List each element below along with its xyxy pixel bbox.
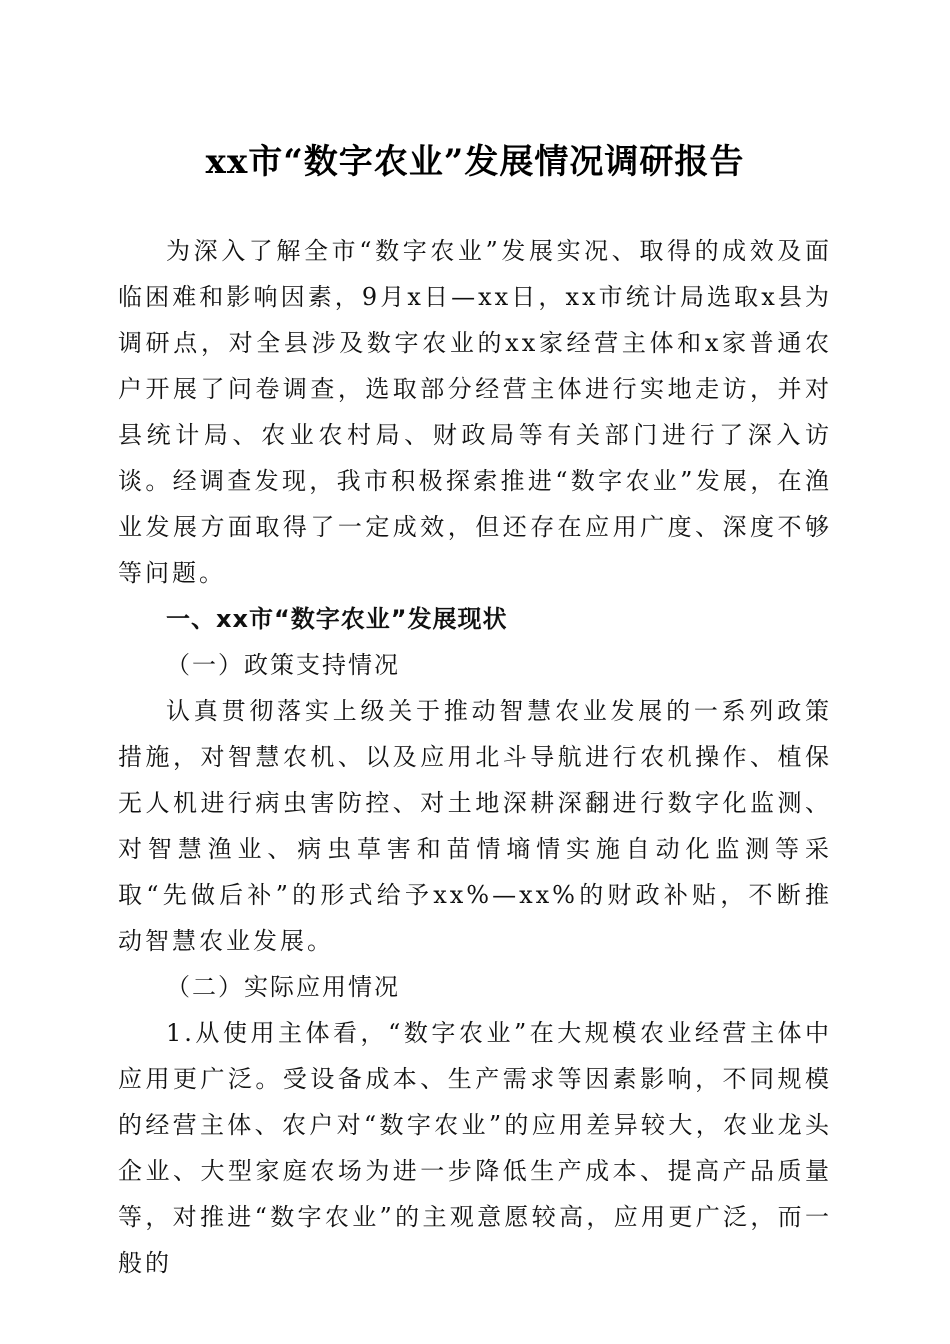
subsection-heading-application: （二）实际应用情况 <box>166 973 400 1001</box>
application-paragraph: 1.从使用主体看，“数字农业”在大规模农业经营主体中应用更广泛。受设备成本、生产需求等因素影响，不同规模的经营主体、农户对“数字农业”的应用差异较大，农业龙头企业、大型家庭农场为进一步降低生产成本、提高产品质量等，对推进“数字农业”的主观意愿较高，应用更广泛，而一般的 <box>118 1019 832 1277</box>
subsection-heading-policy: （一）政策支持情况 <box>166 651 400 679</box>
section-heading: 一、xx市“数字农业”发展现状 <box>166 605 508 633</box>
document-body <box>118 228 832 1286</box>
intro-paragraph: 为深入了解全市“数字农业”发展实况、取得的成效及面临困难和影响因素，9月x日—xx日，xx市统计局选取x县为调研点，对全县涉及数字农业的xx家经营主体和x家普通农户开展了问卷调查，选取部分经营主体进行实地走访，并对县统计局、农业农村局、财政局等有关部门进行了深入访谈。经调查发现，我市积极探索推进“数字农业”发展，在渔业发展方面取得了一定成效，但还存在应用广度、深度不够等问题。 <box>118 237 832 587</box>
document-title: xx市“数字农业”发展情况调研报告 <box>205 142 745 182</box>
policy-paragraph: 认真贯彻落实上级关于推动智慧农业发展的一系列政策措施，对智慧农机、以及应用北斗导航进行农机操作、植保无人机进行病虫害防控、对土地深耕深翻进行数字化监测、对智慧渔业、病虫草害和苗情墒情实施自动化监测等采取“先做后补”的形式给予xx%—xx%的财政补贴，不断推动智慧农业发展。 <box>118 697 832 955</box>
